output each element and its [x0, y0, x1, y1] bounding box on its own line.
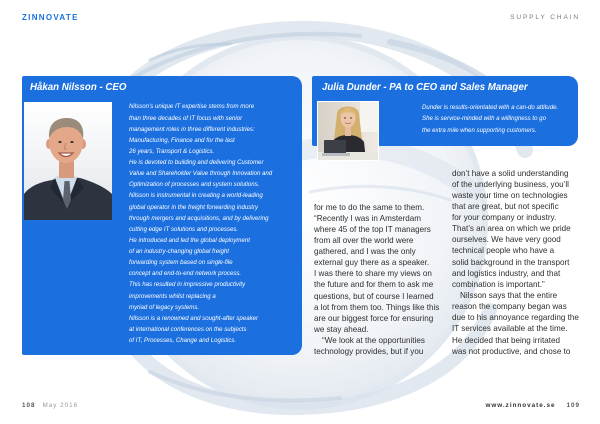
bio-line: myriad of legacy systems. [129, 303, 200, 311]
bio-line: He is devoted to building and delivering Customer [129, 159, 264, 167]
bio-line: Nilsson is instrumental in creating a world-leading [129, 192, 263, 200]
article-line: from all over the world were [314, 235, 414, 245]
bio-line: She is service-minded with a willingness to go [422, 115, 546, 123]
bio-line: Optimization of processes and system solutions. [129, 181, 260, 189]
article-line: questions, but of course I learned [314, 291, 434, 301]
portrait-eye-left [58, 141, 61, 143]
photo-hakan-nilsson [24, 102, 112, 220]
portrait-window [360, 102, 378, 132]
footer-left [22, 402, 78, 410]
article-line: a lot from them too. Things like this [314, 302, 440, 312]
bio-line: management roles in three different industries: [129, 125, 255, 133]
bio-line: than three decades of IT focus with senior [129, 114, 243, 122]
portrait-eye-left [344, 117, 346, 118]
article-line: combination is important.” [452, 279, 545, 289]
article-column-2 [452, 168, 579, 357]
bio-line: of an industry-changing global freight [129, 248, 229, 256]
article-line: of the underlying business, you’ll [452, 179, 569, 189]
portrait-illustration [318, 102, 378, 160]
profile-card-julia-dunder [312, 76, 578, 146]
bio-line: concept and end-to-end network process. [129, 270, 242, 278]
portrait-eye-right [70, 141, 73, 143]
bio-line: Value and Shareholder Value through Innovation and [129, 170, 273, 178]
portrait-laptop-lid [324, 140, 346, 154]
article-line: was not productive, and chose to [452, 346, 571, 356]
section-label: SUPPLY CHAIN [510, 14, 580, 21]
article-line: technology provides, but if you [314, 347, 424, 357]
article-line: IT services available at the time. [452, 324, 568, 334]
bio-line: through mergers and acquisitions, and by delivering [129, 214, 269, 222]
page-number-left: 108 [22, 402, 36, 409]
bio-line: Nilsson’s unique IT expertise stems from more [129, 103, 255, 111]
profile-title: Julia Dunder - PA to CEO and Sales Manager [322, 82, 528, 93]
article-line: for your company or industry. [452, 213, 557, 223]
bio-line: Nilsson is a renowned and sought-after speaker [129, 314, 259, 322]
article-line: for me to do the same to them. [314, 202, 425, 212]
article-line: due to his annoyance regarding the [452, 313, 579, 323]
article-line: that are great, but not specific [452, 201, 559, 211]
bio-line: Manufacturing, Finance and for the last [129, 136, 235, 144]
portrait-illustration [24, 102, 112, 220]
article-line: “Recently I was in Amsterdam [314, 213, 422, 223]
website-url: www.zinnovate.se [485, 402, 556, 409]
article-line: where 45 of the top IT managers [314, 224, 431, 234]
bio-line: cutting edge IT solutions and processes. [129, 225, 239, 233]
bio-line: This has resulted in impressive productivity [129, 281, 246, 289]
article-line: reason the company began was [452, 302, 567, 312]
article-line: I was there to share my views on [314, 269, 432, 279]
article-line: “We look at the opportunities [322, 336, 425, 346]
article-line: don’t have a solid understanding [452, 168, 569, 178]
article-line: He decided that being irritated [452, 335, 560, 345]
profile-bio [129, 101, 272, 346]
article-line: gathered, and I was the only [314, 247, 416, 257]
profile-card-hakan-nilsson [22, 76, 302, 355]
bio-line: of IT, Processes, Change and Logistics. [129, 337, 237, 345]
profile-bio [422, 102, 558, 137]
article-line: solid background in the transport [452, 257, 570, 267]
article-line: external guy there as a speaker. [314, 258, 430, 268]
article-line: waste your time on technologies [452, 190, 568, 200]
article-line: are our biggest force for ensuring [314, 313, 434, 323]
article-column-1 [314, 202, 439, 358]
bio-line: improvements whilst replacing a [129, 292, 216, 300]
page-number-right: 109 [566, 402, 580, 409]
bio-line: the extra mile when supporting customers. [422, 127, 537, 135]
photo-julia-dunder [318, 102, 378, 160]
profile-title: Håkan Nilsson - CEO [30, 82, 127, 93]
article-line: ourselves. We have very good [452, 235, 561, 245]
article-line: the future and for them to ask me [314, 280, 434, 290]
article-line: Nilsson says that the entire [460, 291, 558, 301]
article-line: and logistics industry, and that [452, 268, 561, 278]
article-line: technical people who have a [452, 246, 555, 256]
bio-line: global operator in the freight forwarding industry [129, 203, 259, 211]
portrait-laptop-base [322, 153, 350, 156]
bio-line: forwarding system based on single-file [129, 259, 233, 267]
portrait-eye-right [350, 117, 352, 118]
article-line: we stay ahead. [314, 325, 369, 335]
issue-date: May 2016 [42, 402, 79, 409]
bio-line: at international conferences on the subjects [129, 325, 247, 333]
bio-line: 26 years, Transport & Logistics. [129, 147, 215, 155]
bio-line: Dunder is results-orientated with a can-do attitude. [422, 103, 559, 111]
article-line: That’s an area on which we pride [452, 224, 571, 234]
footer-right [485, 402, 580, 410]
brand-name: ZINNOVATE [22, 13, 79, 22]
bio-line: He introduced and led the global deployment [129, 236, 250, 244]
